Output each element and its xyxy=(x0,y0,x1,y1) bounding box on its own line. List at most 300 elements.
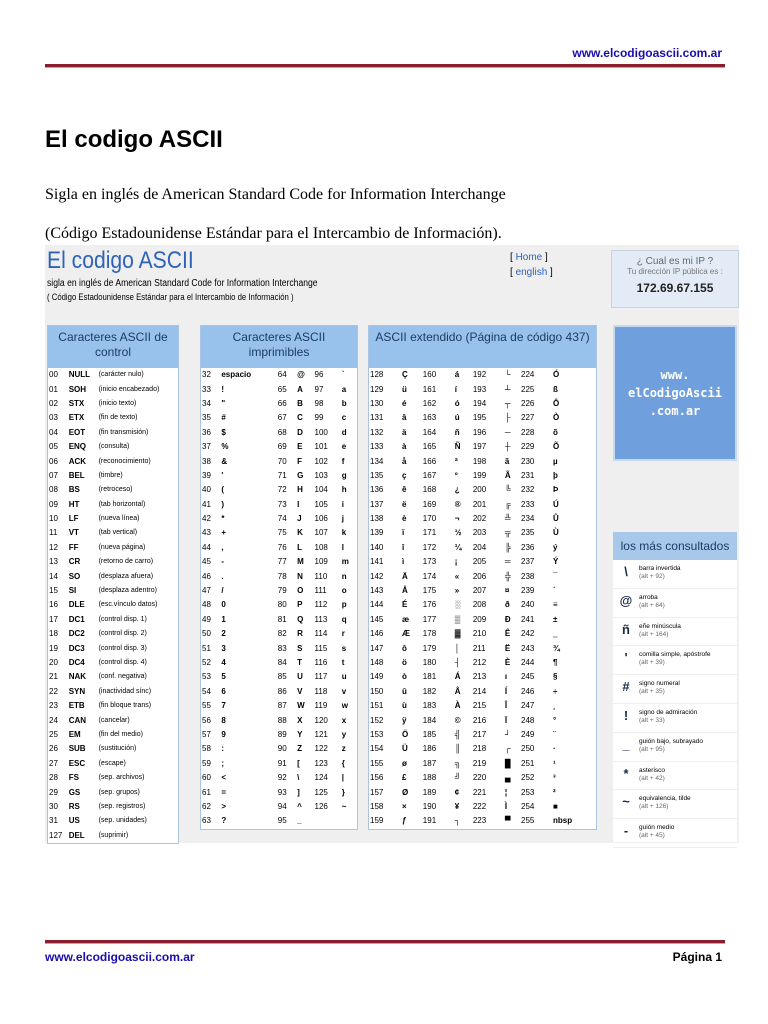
table-cell: g xyxy=(341,470,347,480)
table-cell: z xyxy=(341,744,346,754)
table-cell: ┴ xyxy=(504,384,511,394)
table-cell: Ä xyxy=(401,571,408,581)
table-cell: F xyxy=(297,456,302,466)
table-cell: 212 xyxy=(472,658,487,667)
table-cell: (cancelar) xyxy=(98,716,130,724)
table-cell: 112 xyxy=(314,600,328,610)
table-cell: 1 xyxy=(221,614,226,624)
table-row xyxy=(201,426,357,440)
table-cell: Ú xyxy=(553,499,559,509)
table-cell: 29 xyxy=(49,787,58,797)
table-cell: ô xyxy=(401,643,407,653)
table-cell: (reconocimiento) xyxy=(98,457,151,465)
table-cell: ø xyxy=(401,758,407,768)
extended-chars-heading: ASCII extendido (Página de código 437) xyxy=(369,326,596,368)
table-cell: k xyxy=(341,528,347,538)
table-cell: 03 xyxy=(49,413,58,423)
header-site-link[interactable]: www.elcodigoascii.com.ar xyxy=(572,46,722,60)
list-item[interactable] xyxy=(613,819,737,848)
list-item[interactable] xyxy=(613,675,737,704)
table-cell: (nueva línea) xyxy=(98,515,140,523)
table-row xyxy=(369,569,596,583)
table-cell: > xyxy=(221,801,227,811)
table-cell: N xyxy=(297,571,303,581)
table-cell: 07 xyxy=(49,470,58,480)
table-row xyxy=(369,397,596,411)
figure-title: El codigo ASCII xyxy=(47,247,194,274)
table-row xyxy=(369,800,596,814)
table-cell: \ xyxy=(297,773,300,783)
table-row xyxy=(201,771,357,785)
table-row xyxy=(369,584,596,598)
table-cell: C xyxy=(297,413,303,423)
table-cell: A xyxy=(297,384,303,394)
table-cell: 198 xyxy=(472,456,487,466)
table-row xyxy=(201,526,357,540)
table-cell: 103 xyxy=(314,470,328,480)
most-alt-code: (alt + 92) xyxy=(639,573,665,580)
table-cell: È xyxy=(504,658,511,667)
table-cell: w xyxy=(341,701,348,711)
table-cell: 202 xyxy=(472,514,487,524)
table-cell: 33 xyxy=(202,384,211,394)
table-cell: ESC xyxy=(68,758,86,768)
table-cell: ` xyxy=(341,370,345,380)
most-text xyxy=(639,675,680,696)
table-cell: 35 xyxy=(202,413,211,423)
table-cell: Æ xyxy=(401,629,410,639)
table-cell: 95 xyxy=(277,816,287,826)
table-cell: ║ xyxy=(454,744,461,754)
table-cell: 183 xyxy=(422,701,437,711)
table-row xyxy=(201,785,357,799)
table-cell: 253 xyxy=(521,787,535,797)
table-cell: 11 xyxy=(49,528,58,538)
table-cell: 248 xyxy=(521,715,535,725)
table-cell: Ò xyxy=(553,413,560,423)
footer-rule xyxy=(45,940,725,944)
table-row xyxy=(369,713,596,727)
table-cell: 170 xyxy=(422,514,437,524)
table-cell: 132 xyxy=(370,427,384,437)
table-cell: ┼ xyxy=(504,442,511,452)
home-link[interactable]: Home xyxy=(515,252,543,263)
table-cell: 130 xyxy=(370,398,384,408)
table-cell: 187 xyxy=(422,758,437,768)
table-cell: 149 xyxy=(370,672,384,682)
table-cell: NAK xyxy=(68,672,87,682)
table-cell: (sep. archivos) xyxy=(98,774,145,782)
list-item[interactable] xyxy=(613,589,737,618)
table-cell: SYN xyxy=(68,686,86,696)
table-cell: 100 xyxy=(314,427,328,437)
table-cell: 205 xyxy=(472,557,487,567)
table-cell: DLE xyxy=(68,600,85,610)
table-cell: ¦ xyxy=(504,787,508,797)
ip-value: 172.69.67.155 xyxy=(636,281,714,295)
table-cell: 55 xyxy=(202,701,211,711)
table-row xyxy=(369,483,596,497)
table-cell: GS xyxy=(68,787,81,797)
table-cell: 234 xyxy=(521,514,535,524)
table-cell: 233 xyxy=(521,499,535,509)
table-cell: 86 xyxy=(277,686,287,696)
table-cell: 02 xyxy=(49,398,58,408)
table-cell: (inactividad sínc) xyxy=(98,687,152,695)
table-row xyxy=(48,454,178,468)
table-cell: 50 xyxy=(202,629,211,639)
table-cell: 85 xyxy=(277,672,287,682)
table-cell: 78 xyxy=(277,571,287,581)
table-cell: , xyxy=(221,542,224,552)
table-cell: ® xyxy=(454,499,461,509)
table-cell: 240 xyxy=(521,600,535,610)
table-cell: ┬ xyxy=(504,398,511,408)
table-cell: â xyxy=(401,413,407,423)
table-row xyxy=(369,757,596,771)
table-cell: 12 xyxy=(49,542,58,552)
table-cell: n xyxy=(341,571,347,581)
table-cell: 197 xyxy=(472,442,487,452)
table-cell: 32 xyxy=(202,370,211,380)
table-cell: (esc.vínculo datos) xyxy=(98,601,158,609)
table-row xyxy=(48,584,178,598)
table-cell: 20 xyxy=(49,658,58,667)
most-text xyxy=(639,560,681,581)
table-cell: ¨ xyxy=(553,729,556,739)
table-row xyxy=(369,541,596,555)
printable-chars-panel xyxy=(200,325,358,830)
table-cell: s xyxy=(341,643,347,653)
table-cell: 228 xyxy=(521,427,535,437)
table-cell: 98 xyxy=(314,398,324,408)
table-row xyxy=(48,742,178,756)
table-cell: 133 xyxy=(370,442,384,452)
table-cell: Ô xyxy=(553,398,560,408)
table-cell: è xyxy=(401,514,407,524)
table-cell: « xyxy=(454,571,460,581)
table-row xyxy=(369,627,596,641)
table-cell: 222 xyxy=(472,801,487,811)
table-cell: O xyxy=(297,586,304,596)
most-text xyxy=(639,589,665,610)
table-cell: 05 xyxy=(49,442,58,452)
table-cell: 60 xyxy=(202,773,211,783)
table-row xyxy=(369,382,596,396)
table-cell: 46 xyxy=(202,571,211,581)
table-cell: (desplaza adentro) xyxy=(98,587,157,595)
table-row xyxy=(48,526,178,540)
table-cell: ª xyxy=(454,456,458,466)
table-cell: 229 xyxy=(521,442,535,452)
table-cell: Y xyxy=(297,729,303,739)
table-cell: æ xyxy=(401,614,410,624)
table-cell: ñ xyxy=(454,427,460,437)
table-cell: 239 xyxy=(521,586,535,596)
table-cell: 89 xyxy=(277,729,287,739)
most-symbol: @ xyxy=(619,592,633,608)
table-cell: 08 xyxy=(49,485,58,495)
table-cell: Å xyxy=(401,586,408,596)
table-cell: 10 xyxy=(49,514,58,524)
table-row xyxy=(369,454,596,468)
table-cell: (sustitución) xyxy=(98,745,137,753)
table-cell: 105 xyxy=(314,499,328,509)
table-cell: (carácter nulo) xyxy=(98,371,144,379)
table-cell: í xyxy=(454,384,458,394)
table-cell: é xyxy=(401,398,407,408)
table-cell: 192 xyxy=(472,370,487,380)
table-cell: 39 xyxy=(202,470,211,480)
list-item[interactable] xyxy=(613,646,737,675)
table-cell: ´ xyxy=(553,586,556,596)
table-cell: b xyxy=(341,398,347,408)
most-text xyxy=(639,704,697,725)
english-link[interactable]: english xyxy=(515,267,548,278)
most-text xyxy=(639,819,674,840)
table-cell: 90 xyxy=(277,744,287,754)
table-cell: 64 xyxy=(277,370,287,380)
site-banner[interactable]: www. elCodigoAscii .com.ar xyxy=(613,325,737,461)
table-cell: 117 xyxy=(314,672,328,682)
table-cell: ■ xyxy=(553,801,558,811)
table-row xyxy=(201,713,357,727)
table-cell: (consulta) xyxy=(98,443,130,451)
table-cell: 16 xyxy=(49,600,58,610)
table-cell: 177 xyxy=(422,614,437,624)
table-cell: 176 xyxy=(422,600,437,610)
intro-paragraph: Sigla en inglés de American Standard Code for Information Interchange xyxy=(45,186,506,203)
table-cell: ÿ xyxy=(401,715,407,725)
table-cell: 28 xyxy=(49,773,58,783)
table-cell: 67 xyxy=(277,413,287,423)
table-cell: 06 xyxy=(49,456,58,466)
table-cell: î xyxy=(401,542,405,552)
table-row xyxy=(201,728,357,742)
ip-box xyxy=(611,250,739,308)
table-cell: ¯ xyxy=(553,571,558,581)
table-cell: 70 xyxy=(277,456,287,466)
table-cell: Ê xyxy=(504,629,511,639)
table-cell: 61 xyxy=(202,787,211,797)
list-item[interactable] xyxy=(613,560,737,589)
table-cell: 04 xyxy=(49,427,58,437)
table-row xyxy=(369,613,596,627)
table-cell: 18 xyxy=(49,629,58,639)
table-cell: 231 xyxy=(521,470,535,480)
table-cell: Z xyxy=(297,744,302,754)
most-name: barra invertida xyxy=(639,565,681,572)
table-cell: 180 xyxy=(422,658,437,667)
most-symbol: ' xyxy=(624,650,628,666)
table-cell: ³ xyxy=(553,773,556,783)
table-row xyxy=(48,713,178,727)
table-cell: 144 xyxy=(370,600,384,610)
table-cell: 155 xyxy=(370,758,384,768)
table-row xyxy=(201,800,357,814)
table-cell: 51 xyxy=(202,643,211,653)
table-cell: (retorno de carro) xyxy=(98,558,154,566)
most-alt-code: (alt + 35) xyxy=(639,688,665,696)
table-cell: 118 xyxy=(314,686,328,696)
table-row xyxy=(369,785,596,799)
list-item[interactable] xyxy=(613,762,737,791)
table-cell: 195 xyxy=(472,413,487,423)
table-cell: 72 xyxy=(277,485,287,495)
table-cell: y xyxy=(341,729,347,739)
table-cell: 199 xyxy=(472,470,487,480)
table-cell: 47 xyxy=(202,586,211,596)
table-cell: + xyxy=(221,528,227,538)
table-cell: 69 xyxy=(277,442,287,452)
list-item[interactable] xyxy=(613,618,737,647)
page-number: Página 1 xyxy=(672,950,722,964)
table-row xyxy=(201,368,357,382)
table-cell: ö xyxy=(401,658,407,667)
table-cell: 214 xyxy=(472,686,487,696)
table-cell: & xyxy=(221,456,228,466)
table-cell: É xyxy=(401,600,408,610)
table-cell: * xyxy=(221,514,225,524)
control-chars-heading: Caracteres ASCII de control xyxy=(48,326,178,368)
table-cell: 250 xyxy=(521,744,535,754)
table-cell: I xyxy=(297,499,300,509)
table-row xyxy=(369,555,596,569)
table-cell: 216 xyxy=(472,715,487,725)
table-cell: 21 xyxy=(49,672,58,682)
table-cell: 23 xyxy=(49,701,58,711)
most-symbol: ñ xyxy=(622,621,630,637)
table-cell: ┤ xyxy=(454,658,461,667)
table-cell: CR xyxy=(68,557,81,567)
table-cell: 217 xyxy=(472,729,487,739)
table-cell: 63 xyxy=(202,816,211,826)
table-cell: 00 xyxy=(49,370,58,380)
table-cell: 153 xyxy=(370,729,384,739)
most-name: signo de admiración xyxy=(639,708,698,716)
table-cell: 88 xyxy=(277,715,287,725)
table-cell: ¾ xyxy=(553,643,560,653)
table-cell: 40 xyxy=(202,485,211,495)
table-cell: Ã xyxy=(504,470,511,480)
table-cell: US xyxy=(68,816,80,826)
table-cell: 184 xyxy=(422,715,437,725)
table-cell: 207 xyxy=(472,586,487,596)
table-cell: 175 xyxy=(422,586,437,596)
table-row xyxy=(369,368,596,382)
figure-subtitle: sigla en inglés de American Standard Code for Information Interchange xyxy=(47,278,318,289)
table-cell: DC4 xyxy=(68,658,85,667)
table-cell: ¼ xyxy=(454,542,462,552)
table-cell: ü xyxy=(401,384,407,394)
table-cell: l xyxy=(341,542,344,552)
table-cell: (inicio texto) xyxy=(98,399,137,407)
table-cell: Ë xyxy=(504,643,511,653)
table-cell: SUB xyxy=(68,744,86,754)
table-row xyxy=(201,498,357,512)
header-rule xyxy=(45,64,725,68)
table-cell: VT xyxy=(68,528,79,538)
figure-subtitle-2: ( Código Estadounidense Estándar para el Intercambio de Información ) xyxy=(47,292,294,302)
table-cell: W xyxy=(297,701,305,711)
table-cell: ▓ xyxy=(454,629,461,639)
printable-chars-table xyxy=(201,368,357,829)
list-item[interactable] xyxy=(613,704,737,733)
table-row xyxy=(48,541,178,555)
table-cell: " xyxy=(221,398,226,408)
printable-chars-heading: Caracteres ASCII imprimibles xyxy=(201,326,357,368)
table-cell: 124 xyxy=(314,773,328,783)
table-cell: 242 xyxy=(521,629,535,639)
table-row xyxy=(201,699,357,713)
table-cell: ± xyxy=(553,614,558,624)
table-cell: ò xyxy=(401,672,407,682)
table-cell: ] xyxy=(297,787,300,797)
table-cell: 0 xyxy=(221,600,226,610)
table-cell: 71 xyxy=(277,470,287,480)
table-row xyxy=(201,440,357,454)
table-row xyxy=(201,411,357,425)
control-chars-panel xyxy=(47,325,179,844)
table-cell: 65 xyxy=(277,384,287,394)
table-cell: 237 xyxy=(521,557,535,567)
table-row xyxy=(201,598,357,612)
table-cell: 172 xyxy=(422,542,437,552)
table-cell: Þ xyxy=(553,485,559,495)
table-cell: (control disp. 1) xyxy=(98,615,147,623)
table-cell: ¢ xyxy=(454,787,460,797)
table-cell: 157 xyxy=(370,787,384,797)
table-row xyxy=(201,483,357,497)
table-cell: ã xyxy=(504,456,510,466)
table-cell: 30 xyxy=(49,801,58,811)
table-cell: L xyxy=(297,542,302,552)
table-cell: µ xyxy=(553,456,558,466)
footer-site-link[interactable]: www.elcodigoascii.com.ar xyxy=(45,950,195,964)
table-cell: Ø xyxy=(401,787,409,797)
table-cell: Ì xyxy=(504,801,508,811)
table-cell: 52 xyxy=(202,658,211,667)
table-cell: 14 xyxy=(49,571,58,581)
table-cell: ╩ xyxy=(504,514,511,524)
list-item[interactable] xyxy=(613,733,737,762)
table-row xyxy=(201,584,357,598)
most-text xyxy=(639,790,691,811)
document-title: El codigo ASCII xyxy=(45,126,223,153)
table-cell: ┌ xyxy=(504,744,511,754)
table-cell: E xyxy=(297,442,303,452)
table-cell: 243 xyxy=(521,643,535,653)
table-cell: Ü xyxy=(401,744,408,754)
ip-question: ¿ Cual es mi IP ? xyxy=(636,256,714,267)
list-item[interactable] xyxy=(613,790,737,819)
table-cell: à xyxy=(401,442,407,452)
table-cell: á xyxy=(454,370,460,380)
table-row xyxy=(48,641,178,655)
table-cell: [ xyxy=(297,758,300,768)
table-cell: ê xyxy=(401,485,407,495)
table-cell: 145 xyxy=(370,614,384,624)
table-cell: 104 xyxy=(314,485,328,495)
most-symbol: - xyxy=(623,823,629,839)
table-cell: 43 xyxy=(202,528,211,538)
table-cell: BS xyxy=(68,485,80,495)
table-cell: ï xyxy=(401,528,405,538)
table-cell: ░ xyxy=(454,600,461,610)
most-text xyxy=(639,618,681,639)
table-cell: 129 xyxy=(370,384,384,394)
table-cell: ä xyxy=(401,427,407,437)
